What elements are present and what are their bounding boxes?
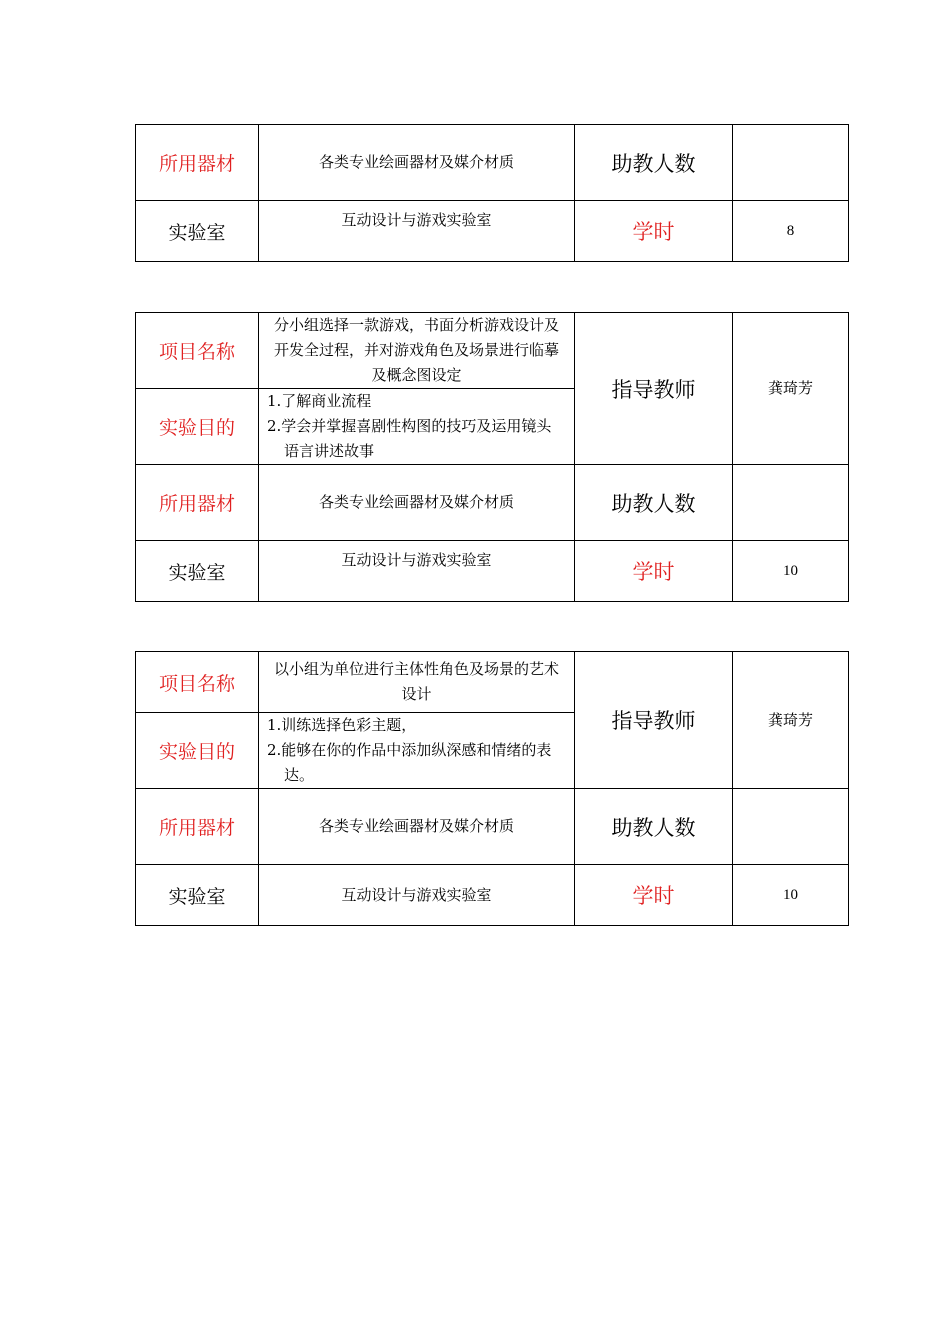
goal-label: 实验目的 [136, 713, 259, 789]
assistant-count-value [733, 789, 849, 865]
teacher-value: 龚琦芳 [733, 313, 849, 465]
experiment-table-2 [135, 312, 849, 602]
equipment-label: 所用器材 [136, 465, 259, 541]
assistant-count-label: 助教人数 [575, 789, 733, 865]
goal-item: 1.了解商业流程 [267, 392, 372, 410]
equipment-value: 各类专业绘画器材及媒介材质 [259, 125, 575, 201]
project-name-label: 项目名称 [136, 652, 259, 713]
lab-value: 互动设计与游戏实验室 [259, 201, 575, 262]
teacher-value: 龚琦芳 [733, 652, 849, 789]
teacher-label: 指导教师 [575, 652, 733, 789]
assistant-count-label: 助教人数 [575, 465, 733, 541]
teacher-label: 指导教师 [575, 313, 733, 465]
project-name-value: 以小组为单位进行主体性角色及场景的艺术设计 [259, 652, 575, 713]
goal-list [259, 389, 575, 465]
hours-label: 学时 [575, 201, 733, 262]
experiment-table-3 [135, 651, 849, 926]
equipment-value: 各类专业绘画器材及媒介材质 [259, 789, 575, 865]
hours-value: 10 [733, 541, 849, 602]
goal-item: 2.能够在你的作品中添加纵深感和情绪的表达。 [267, 741, 552, 784]
lab-label: 实验室 [136, 541, 259, 602]
assistant-count-value [733, 465, 849, 541]
equipment-label: 所用器材 [136, 125, 259, 201]
hours-value: 10 [733, 865, 849, 926]
hours-value: 8 [733, 201, 849, 262]
hours-label: 学时 [575, 865, 733, 926]
hours-label: 学时 [575, 541, 733, 602]
project-name-label: 项目名称 [136, 313, 259, 389]
assistant-count-label: 助教人数 [575, 125, 733, 201]
goal-item: 1.训练选择色彩主题， [267, 716, 417, 734]
assistant-count-value [733, 125, 849, 201]
lab-label: 实验室 [136, 201, 259, 262]
project-name-value: 分小组选择一款游戏，书面分析游戏设计及开发全过程，并对游戏角色及场景进行临摹及概念图设定 [259, 313, 575, 389]
lab-label: 实验室 [136, 865, 259, 926]
goal-label: 实验目的 [136, 389, 259, 465]
goal-item: 2.学会并掌握喜剧性构图的技巧及运用镜头语言讲述故事 [267, 417, 552, 460]
experiment-table-1 [135, 124, 849, 262]
equipment-value: 各类专业绘画器材及媒介材质 [259, 465, 575, 541]
goal-list [259, 713, 575, 789]
lab-value: 互动设计与游戏实验室 [259, 865, 575, 926]
lab-value: 互动设计与游戏实验室 [259, 541, 575, 602]
equipment-label: 所用器材 [136, 789, 259, 865]
